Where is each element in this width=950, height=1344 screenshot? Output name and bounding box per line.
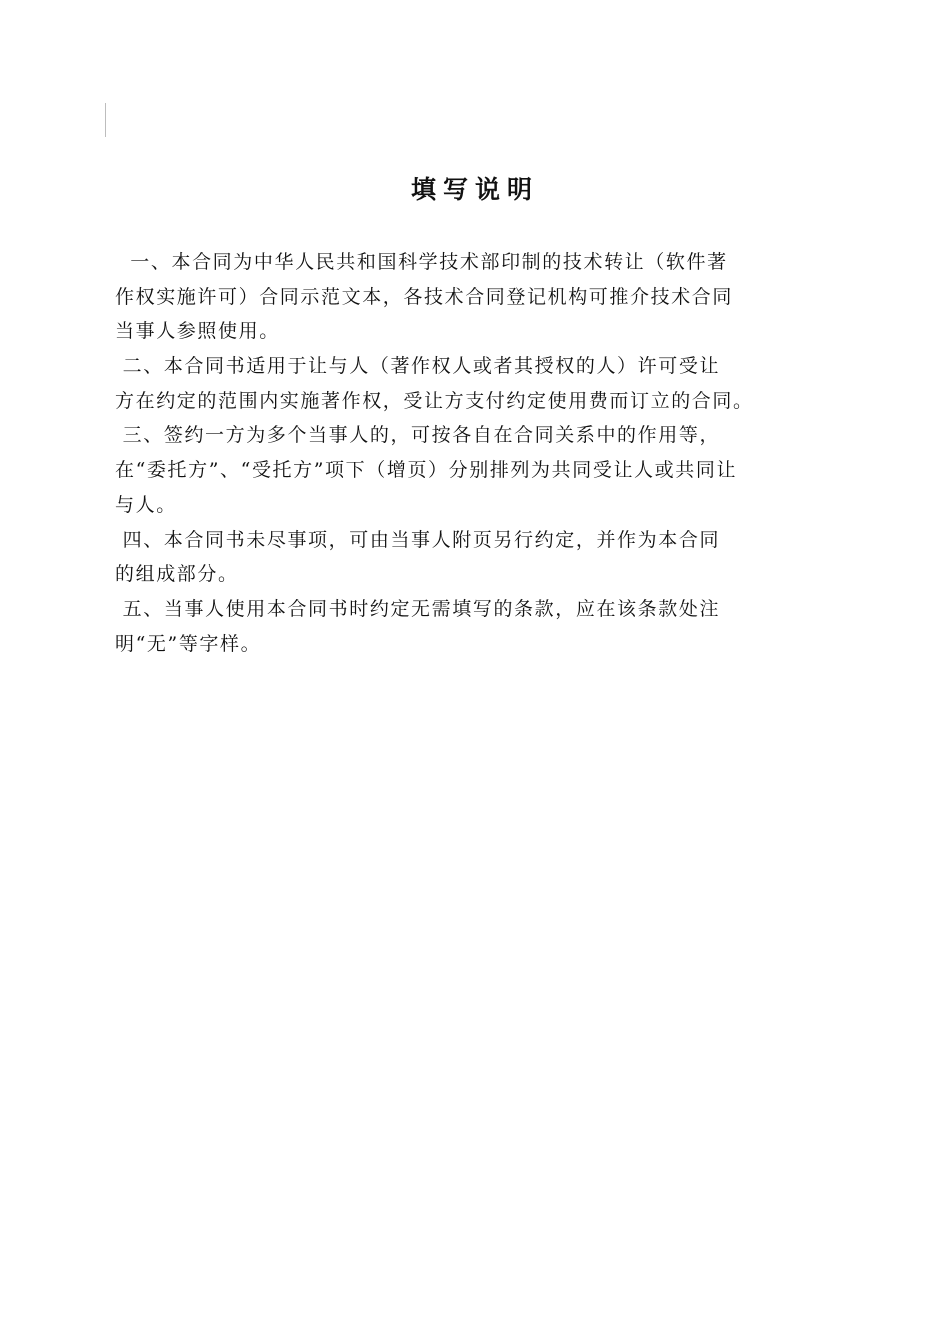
instruction-line: 作权实施许可）合同示范文本，各技术合同登记机构可推介技术合同	[115, 285, 734, 308]
text-cursor-marker	[105, 103, 106, 137]
instruction-line: 三、签约一方为多个当事人的，可按各自在合同关系中的作用等，	[115, 424, 721, 447]
instruction-line: 的组成部分。	[115, 563, 239, 586]
document-title: 填写说明	[410, 175, 539, 204]
instruction-line: 一、本合同为中华人民共和国科学技术部印制的技术转让（软件著	[115, 251, 728, 273]
instructions-body	[115, 245, 875, 661]
instruction-line: 当事人参照使用。	[115, 320, 280, 343]
instruction-line: 在“委托方”、“受托方”项下（增页）分别排列为共同受让人或共同让	[115, 459, 738, 482]
instruction-line: 明“无”等字样。	[115, 632, 262, 655]
instruction-line: 方在约定的范围内实施著作权，受让方支付约定使用费而订立的合同。	[115, 389, 754, 412]
instruction-line: 与人。	[115, 493, 177, 516]
instruction-line: 二、本合同书适用于让与人（著作权人或者其授权的人）许可受让	[115, 355, 721, 378]
instruction-line: 五、当事人使用本合同书时约定无需填写的条款，应在该条款处注	[115, 597, 721, 620]
instruction-line: 四、本合同书未尽事项，可由当事人附页另行约定，并作为本合同	[115, 528, 721, 551]
